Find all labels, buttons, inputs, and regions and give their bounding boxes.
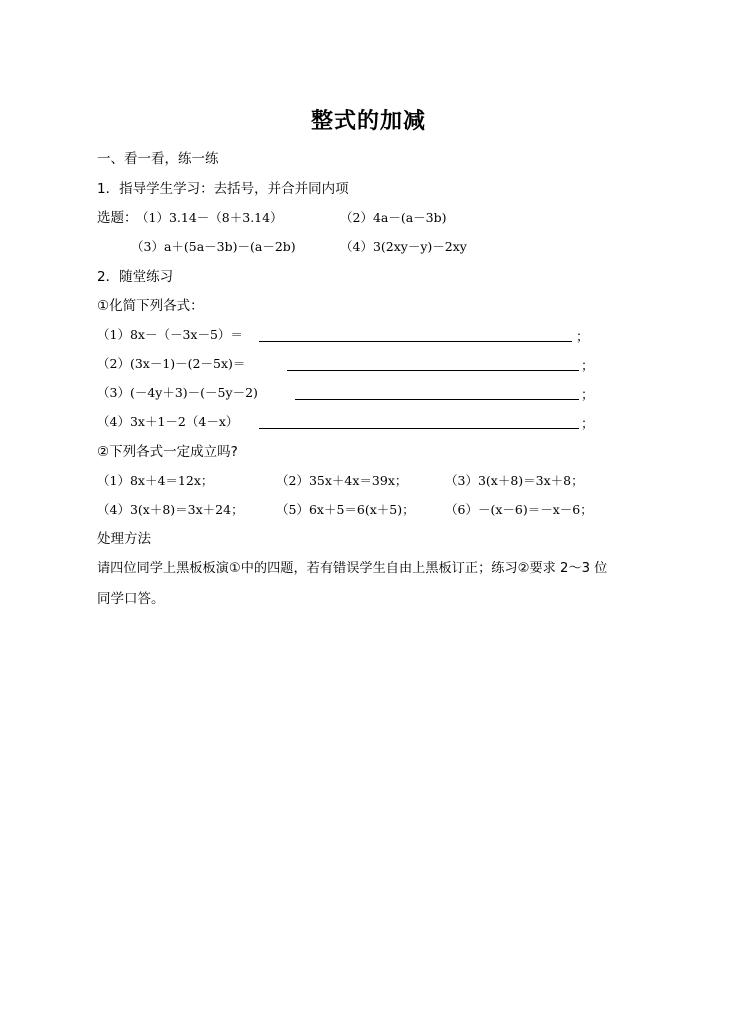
check-1: （1）8x＋4＝12x； — [97, 473, 214, 488]
section1-heading: 一、看一看，练一练 — [97, 151, 219, 167]
section2-heading: 2．随堂练习 — [97, 269, 174, 285]
check-5: （5）6x＋5＝6(x＋5)； — [276, 502, 415, 517]
semicolon-1: ； — [576, 330, 590, 345]
method-heading: 处理方法 — [97, 531, 151, 547]
semicolon-3: ； — [581, 388, 595, 403]
simplify-4: （4）3x＋1－2（4－x） — [97, 414, 239, 429]
answer-blank-2[interactable] — [287, 356, 579, 371]
method-line-2: 同学口答。 — [97, 591, 165, 607]
answer-blank-4[interactable] — [259, 414, 579, 429]
check-4: （4）3(x＋8)＝3x＋24； — [97, 502, 244, 517]
problem-4: （4）3(2xy－y)－2xy — [340, 239, 467, 254]
problem-2: （2）4a－(a－3b) — [340, 210, 447, 225]
simplify-3: （3）(－4y＋3)－(－5y－2) — [97, 385, 258, 400]
check-3: （3）3(x＋8)＝3x＋8； — [445, 473, 584, 488]
document-title: 整式的加减 — [310, 109, 426, 134]
part1-heading: ①化简下列各式： — [97, 298, 204, 314]
check-6: （6）－(x－6)＝－x－6； — [445, 502, 593, 517]
select-label: 选题： — [97, 210, 138, 226]
part2-heading: ②下列各式一定成立吗? — [97, 444, 238, 460]
semicolon-2: ； — [581, 359, 595, 374]
instruction-item1: 1．指导学生学习：去括号，并合并同内项 — [97, 181, 349, 197]
method-line-1: 请四位同学上黑板板演①中的四题，若有错误学生自由上黑板订正；练习②要求 2～3 位 — [97, 561, 608, 576]
check-2: （2）35x＋4x＝39x； — [276, 473, 408, 488]
problem-1: （1）3.14－（8＋3.14） — [136, 210, 283, 225]
simplify-1: （1）8x－（－3x－5）＝ — [97, 327, 243, 342]
answer-blank-3[interactable] — [295, 385, 579, 400]
semicolon-4: ； — [581, 417, 595, 432]
problem-3: （3）a＋(5a－3b)－(a－2b) — [131, 239, 296, 254]
answer-blank-1[interactable] — [259, 327, 572, 342]
simplify-2: （2）(3x－1)－(2－5x)＝ — [97, 356, 246, 371]
